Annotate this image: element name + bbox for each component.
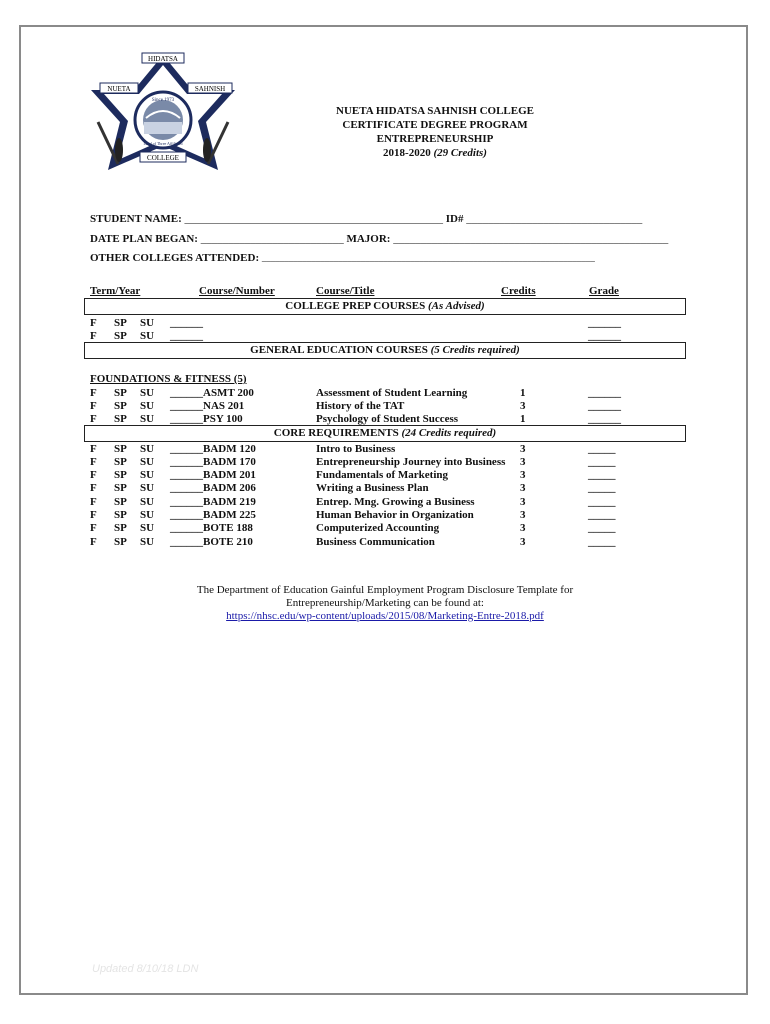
course-credits: 3 [520,536,526,548]
grade-field[interactable]: _____ [588,509,616,521]
course-number: ______BADM 206 [170,482,256,494]
term-su[interactable]: SU [140,482,155,494]
grade-field[interactable]: ______ [588,413,621,425]
course-row [90,509,650,522]
course-credits: 3 [520,522,526,534]
course-number: ______BADM 201 [170,469,256,481]
course-credits: 3 [520,509,526,521]
student-id-label: ID# [445,213,464,225]
col-grade: Grade [589,285,619,297]
term-f[interactable]: F [90,400,97,412]
logo-bottom-text: COLLEGE [147,154,179,162]
term-sp[interactable]: SP [114,509,127,521]
course-row [90,496,650,509]
logo-ring-text: Land of Three Affiliated [143,141,183,146]
course-credits: 3 [520,469,526,481]
foundations-heading: FOUNDATIONS & FITNESS (5) [90,373,247,385]
term-f[interactable]: F [90,522,97,534]
term-su[interactable]: SU [140,522,155,534]
term-su[interactable]: SU [140,317,155,329]
course-title: Human Behavior in Organization [316,509,474,521]
course-row [90,469,650,482]
grade-field[interactable]: ______ [588,330,621,342]
term-f[interactable]: F [90,496,97,508]
term-su[interactable]: SU [140,456,155,468]
term-su[interactable]: SU [140,469,155,481]
term-su[interactable]: SU [140,496,155,508]
gened-section-note: (5 Credits required) [430,344,520,356]
prep-course-field[interactable]: ______ [170,330,203,342]
term-sp[interactable]: SP [114,469,127,481]
logo-since-text: Since 1973 [151,98,175,103]
course-row [90,456,650,469]
term-f[interactable]: F [90,330,97,342]
course-row [90,387,650,400]
term-su[interactable]: SU [140,387,155,399]
course-credits: 1 [520,387,526,399]
term-sp[interactable]: SP [114,317,127,329]
course-title: Psychology of Student Success [316,413,459,425]
other-colleges-row [90,252,595,264]
course-number: ______BOTE 188 [170,522,253,534]
course-number: ______BADM 225 [170,509,256,521]
updated-watermark: Updated 8/10/18 LDN [92,963,199,975]
term-f[interactable]: F [90,387,97,399]
college-logo [88,52,238,174]
core-section-note: (24 Credits required) [401,427,497,439]
course-row [90,400,650,413]
prep-section-header: COLLEGE PREP COURSES (As Advised) [84,298,686,315]
major-field[interactable]: __________________________________________________ [393,233,669,245]
course-row [90,482,650,495]
course-credits: 1 [520,413,526,425]
grade-field[interactable]: _____ [588,456,616,468]
course-title: History of the TAT [316,400,405,412]
col-title: Course/Title [316,285,375,297]
course-title: Entrep. Mng. Growing a Business [316,496,475,508]
disclosure-line-1: The Department of Education Gainful Employment Program Disclosure Template for [196,584,574,596]
term-su[interactable]: SU [140,400,155,412]
term-sp[interactable]: SP [114,496,127,508]
program-credits: (29 Credits) [433,147,487,159]
course-title: Fundamentals of Marketing [316,469,448,481]
grade-field[interactable]: _____ [588,443,616,455]
term-sp[interactable]: SP [114,387,127,399]
term-f[interactable]: F [90,469,97,481]
student-id-field[interactable]: ________________________________ [466,213,643,225]
course-row [90,522,650,535]
course-credits: 3 [520,443,526,455]
grade-field[interactable]: ______ [588,400,621,412]
term-sp[interactable]: SP [114,536,127,548]
course-title: Writing a Business Plan [316,482,429,494]
course-row [90,443,650,456]
term-sp[interactable]: SP [114,482,127,494]
date-major-row [90,233,668,245]
term-f[interactable]: F [90,536,97,548]
term-sp[interactable]: SP [114,330,127,342]
term-sp[interactable]: SP [114,413,127,425]
course-number: ______ASMT 200 [170,387,254,399]
grade-field[interactable]: _____ [588,536,616,548]
term-su[interactable]: SU [140,443,155,455]
date-plan-began-field[interactable]: __________________________ [200,233,344,245]
date-plan-began-label: DATE PLAN BEGAN: [90,233,198,245]
term-f[interactable]: F [90,413,97,425]
course-credits: 3 [520,496,526,508]
major-label: MAJOR: [346,233,391,245]
grade-field[interactable]: _____ [588,496,616,508]
term-f[interactable]: F [90,317,97,329]
course-number: ______BADM 120 [170,443,256,455]
grade-field[interactable]: _____ [588,469,616,481]
course-row [90,536,650,549]
other-colleges-label: OTHER COLLEGES ATTENDED: [90,252,260,264]
col-term: Term/Year [90,285,141,297]
course-credits: 3 [520,456,526,468]
course-title: Intro to Business [316,443,396,455]
course-number: ______PSY 100 [170,413,243,425]
prep-course-field[interactable]: ______ [170,317,203,329]
document-header [300,104,570,160]
college-name: NUETA HIDATSA SAHNISH COLLEGE [336,105,534,117]
term-su[interactable]: SU [140,536,155,548]
term-su[interactable]: SU [140,413,155,425]
term-sp[interactable]: SP [114,400,127,412]
term-f[interactable]: F [90,482,97,494]
disclosure-link[interactable]: https://nhsc.edu/wp-content/uploads/2015/08/Marketing-Entre-2018.pdf [226,610,544,622]
student-name-label: STUDENT NAME: [90,213,182,225]
grade-field[interactable]: ______ [588,317,621,329]
logo-right-text: SAHNISH [194,85,226,93]
term-sp[interactable]: SP [114,456,127,468]
grade-field[interactable]: _____ [588,482,616,494]
course-credits: 3 [520,482,526,494]
logo-left-text: NUETA [107,85,131,93]
course-credits: 3 [520,400,526,412]
course-title: Computerized Accounting [316,522,440,534]
prep-row [90,317,650,330]
course-number: ______BADM 219 [170,496,256,508]
course-title: Business Communication [316,536,435,548]
program-years: 2018-2020 (29 Credits) [383,147,487,159]
term-su[interactable]: SU [140,509,155,521]
term-f[interactable]: F [90,456,97,468]
program-type: CERTIFICATE DEGREE PROGRAM [342,119,528,131]
col-number: Course/Number [199,285,275,297]
core-section-header: CORE REQUIREMENTS (24 Credits required) [84,425,686,442]
student-name-field[interactable]: _______________________________________________ [184,213,444,225]
gened-section-header: GENERAL EDUCATION COURSES (5 Credits required) [84,342,686,359]
disclosure-line-2: Entrepreneurship/Marketing can be found at: [286,597,484,609]
course-number: ______NAS 201 [170,400,245,412]
logo-top-text: HIDATSA [148,55,178,63]
course-number: ______BADM 170 [170,456,256,468]
col-credits: Credits [501,285,536,297]
term-sp[interactable]: SP [114,443,127,455]
student-name-row [90,213,642,225]
course-number: ______BOTE 210 [170,536,253,548]
term-su[interactable]: SU [140,330,155,342]
program-major: ENTREPRENEURSHIP [376,133,494,145]
other-colleges-field[interactable]: __________________________________________________________________________ [261,253,595,263]
term-f[interactable]: F [90,443,97,455]
disclosure-note [150,584,620,623]
grade-field[interactable]: _____ [588,522,616,534]
term-f[interactable]: F [90,509,97,521]
prep-section-note: (As Advised) [428,300,485,312]
course-title: Assessment of Student Learning [316,387,468,399]
grade-field[interactable]: ______ [588,387,621,399]
term-sp[interactable]: SP [114,522,127,534]
course-title: Entrepreneurship Journey into Business [316,456,506,468]
